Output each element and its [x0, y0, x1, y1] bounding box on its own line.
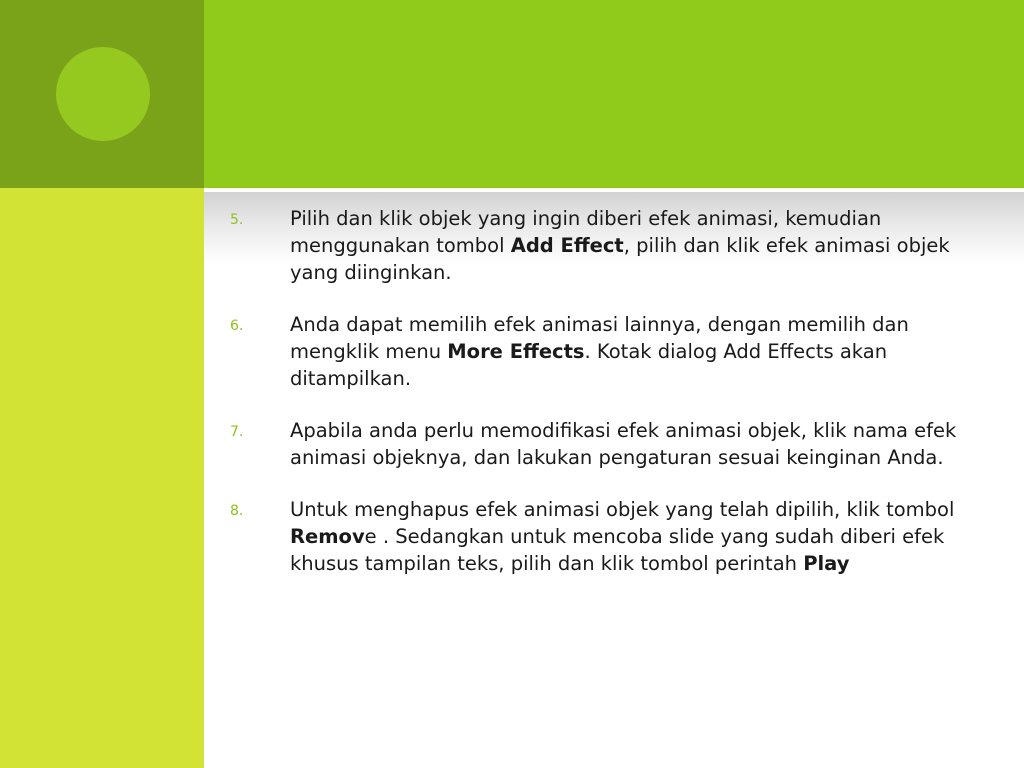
bold-segment: Remov	[290, 525, 365, 548]
list-item-number: 6.	[230, 318, 244, 334]
list-item-text	[290, 496, 970, 577]
top-banner	[204, 0, 1024, 188]
text-segment: Untuk menghapus efek animasi objek yang telah dipilih, klik tombol	[290, 498, 955, 521]
text-segment: Anda dapat memilih efek animasi lainnya, dengan memilih dan mengklik menu	[290, 313, 909, 363]
text-segment: , pilih dan klik efek animasi objek yang diinginkan.	[290, 234, 950, 284]
list-item-text	[290, 417, 970, 471]
list-item	[230, 311, 970, 392]
numbered-list	[230, 205, 970, 602]
list-item-text	[290, 205, 970, 286]
list-item-number: 8.	[230, 503, 244, 519]
list-item-number: 5.	[230, 212, 244, 228]
top-left-block	[0, 0, 204, 188]
bold-segment: Add Effect	[510, 234, 624, 257]
list-item	[230, 496, 970, 577]
text-segment: Apabila anda perlu memodifikasi efek animasi objek, klik nama efek animasi objeknya, dan lakukan pengaturan sesuai keinginan Anda.	[290, 419, 957, 469]
list-item-number: 7.	[230, 424, 244, 440]
bold-segment: More Effects	[447, 340, 585, 363]
text-segment: e . Sedangkan untuk mencoba slide yang sudah diberi efek khusus tampilan teks, pilih dan klik tombol perintah	[290, 525, 945, 575]
left-strip	[0, 188, 204, 768]
list-item	[230, 205, 970, 286]
list-item	[230, 417, 970, 471]
text-segment: Pilih dan klik objek yang ingin diberi efek animasi, kemudian menggunakan tombol	[290, 207, 882, 257]
list-item-text	[290, 311, 970, 392]
text-segment: . Kotak dialog Add Effects akan ditampilkan.	[290, 340, 888, 390]
circle-decoration	[56, 47, 150, 141]
bold-segment: Play	[803, 552, 850, 575]
